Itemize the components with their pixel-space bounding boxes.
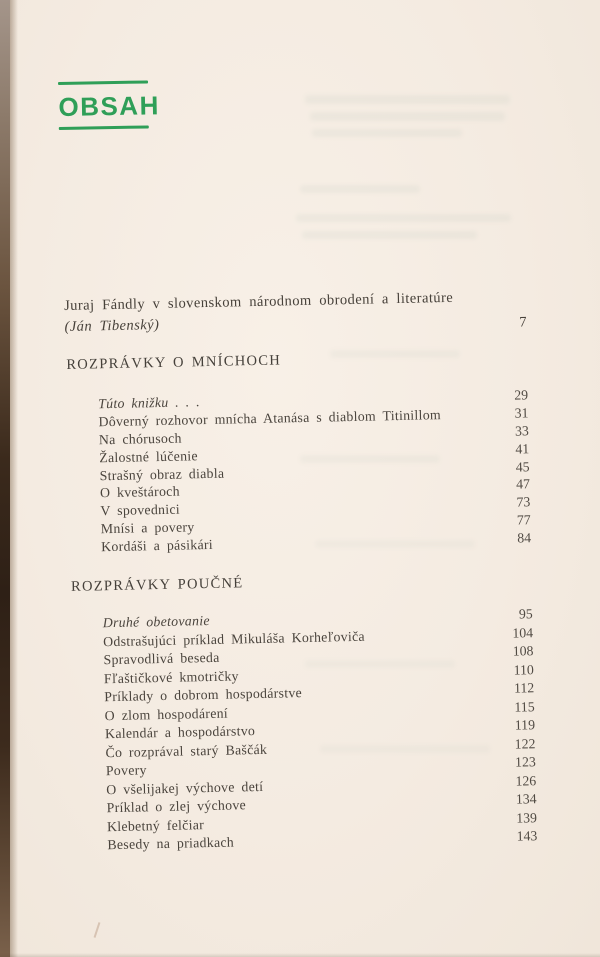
toc-entry-page: 110: [513, 661, 534, 678]
toc-entry-title: Dôverný rozhovor mnícha Atanása s diablom Titinillom: [98, 407, 442, 430]
toc-entry-title: Klebetný felčiar: [106, 816, 205, 834]
section-heading-poucne: ROZPRÁVKY POUČNÉ: [70, 575, 244, 595]
toc-entry-title: O všelijakej výchove detí: [106, 778, 264, 797]
section-heading-mnichoch: ROZPRÁVKY O MNÍCHOCH: [66, 352, 282, 373]
toc-entry-page: 134: [515, 791, 537, 807]
toc-entry-title: Kordáši a pásikári: [101, 537, 214, 555]
showthrough-mark: [302, 231, 477, 239]
toc-entry-page: 112: [513, 680, 535, 696]
toc-entry-title: Mnísi a povery: [100, 519, 195, 537]
intro-page-number: 7: [519, 314, 527, 331]
toc-entry-title: Spravodlivá beseda: [103, 649, 220, 668]
toc-entry-page: 77: [516, 512, 531, 528]
toc-entry-page: 41: [515, 440, 530, 457]
page-bottom-shadow: [0, 953, 600, 957]
toc-entry-title: Fľaštičkové kmotričky: [103, 667, 239, 686]
paper-scratch: [94, 922, 101, 938]
showthrough-mark: [312, 129, 462, 137]
toc-entry-title: O kveštároch: [99, 484, 180, 501]
showthrough-mark: [310, 112, 505, 121]
book-spine-shadow: [10, 0, 18, 957]
toc-entry-page: 33: [514, 423, 529, 439]
toc-entry-page: 115: [514, 698, 535, 715]
toc-entry-page: 123: [514, 754, 536, 770]
toc-entry-page: 122: [514, 735, 536, 752]
toc-entry-title: V spovednici: [100, 501, 181, 519]
showthrough-mark: [305, 95, 510, 104]
toc-entry-title: Príklad o zlej výchove: [106, 797, 247, 816]
intro-title: Juraj Fándly v slovenskom národnom obrodení a literatúre: [63, 289, 454, 314]
intro-entry: [64, 286, 529, 338]
toc-entry-title: Na chórusoch: [98, 430, 182, 448]
toc-entry-page: 29: [514, 387, 529, 403]
toc-entry-title: Druhé obetovanie: [102, 613, 210, 631]
header-rule-top: [58, 80, 148, 85]
toc-list-mnichoch: [66, 386, 533, 557]
toc-entry-page: 45: [515, 458, 530, 475]
toc-list-poucne: [71, 605, 540, 855]
book-spine-edge: [0, 0, 10, 957]
toc-entry-page: 104: [512, 624, 534, 641]
header-rule-bottom: [59, 125, 149, 129]
toc-entry-title: Besedy na priadkach: [107, 834, 235, 853]
contents-header: [58, 80, 161, 129]
toc-content: [64, 290, 540, 880]
toc-entry-title: Povery: [105, 762, 147, 779]
toc-entry-title: Strašný obraz diabla: [99, 465, 225, 483]
toc-entry-page: 84: [517, 530, 532, 546]
toc-entry-page: 73: [516, 494, 531, 510]
toc-entry-title: Čo rozprával starý Baščák: [105, 741, 268, 760]
toc-entry-page: 139: [516, 809, 538, 826]
toc-entry-title: Odstrašujúci príklad Mikuláša Korheľoviča: [102, 628, 366, 649]
toc-entry-page: 119: [514, 717, 536, 733]
toc-entry-title: O zlom hospodárení: [104, 705, 229, 723]
page-title: OBSAH: [58, 90, 161, 122]
showthrough-mark: [300, 185, 420, 193]
toc-entry-title: Túto knižku . . .: [98, 394, 201, 412]
toc-entry-title: Príklady o dobrom hospodárstve: [104, 685, 303, 705]
toc-entry-page: 126: [515, 772, 537, 789]
intro-byline: (Ján Tibenský): [64, 317, 160, 335]
showthrough-mark: [296, 214, 511, 222]
toc-entry-title: Kalendár a hospodárstvo: [104, 723, 256, 742]
toc-entry-title: Žalostné lúčenie: [99, 447, 199, 465]
toc-entry-page: 31: [514, 405, 529, 421]
toc-entry-page: 95: [518, 606, 533, 622]
toc-entry-page: 47: [516, 476, 531, 493]
toc-entry-page: 108: [512, 643, 534, 659]
toc-entry-page: 143: [516, 828, 538, 844]
